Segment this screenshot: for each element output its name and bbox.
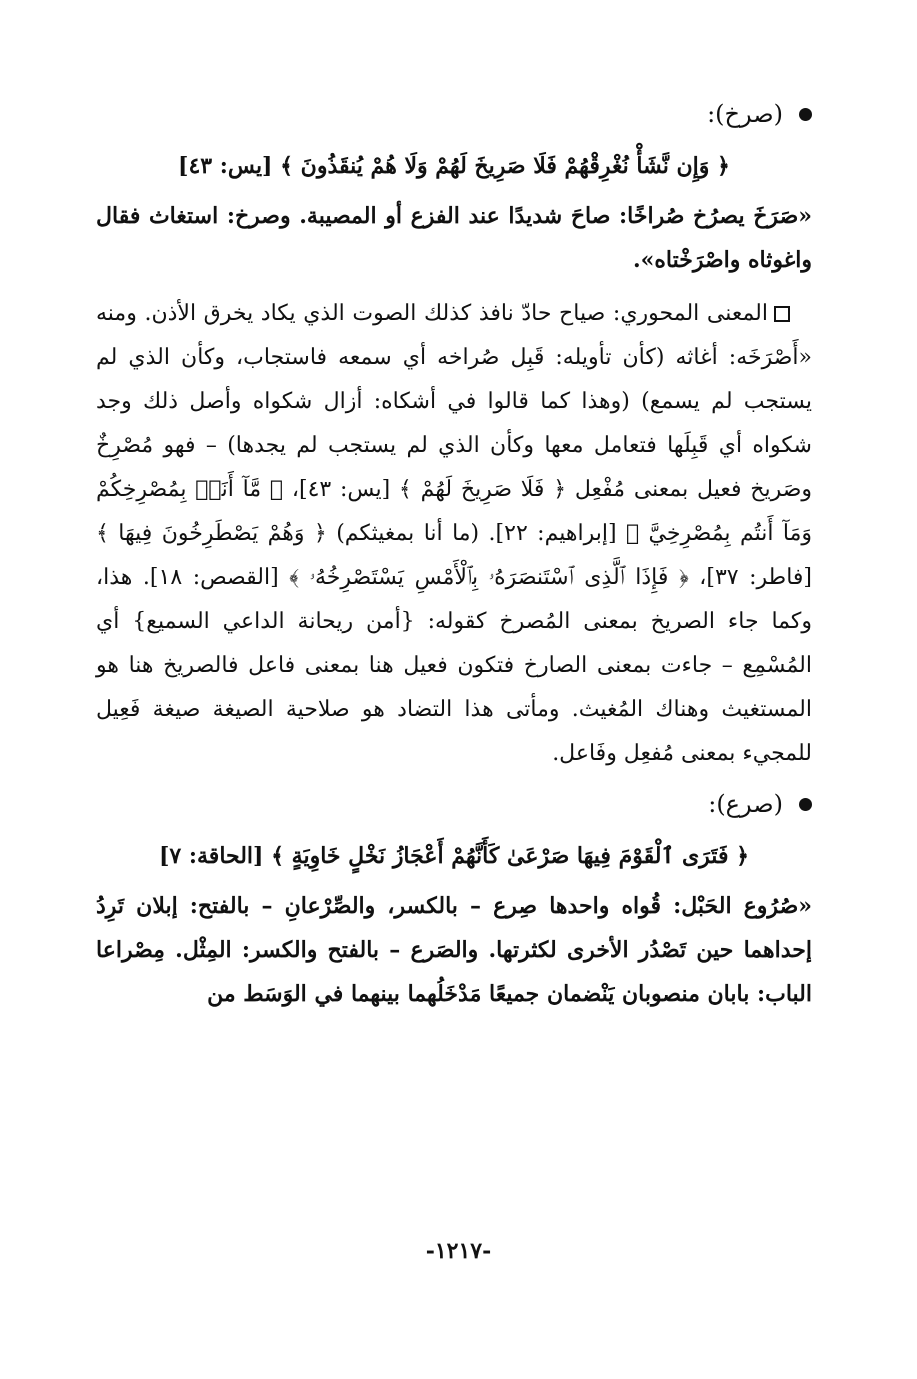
core-meaning-paragraph	[96, 292, 812, 776]
section-heading-text: (صرخ):	[707, 100, 783, 128]
section-heading-sarakha	[96, 92, 812, 136]
page-number: -١٢١٧-	[425, 1238, 492, 1264]
square-marker-icon	[774, 306, 790, 322]
page-body	[96, 92, 812, 1026]
core-meaning-text: صياح حادّ نافذ كذلك الصوت الذي يكاد يخرق الأذن. ومنه «أَصْرَخَه: أغاثه (كأن تأويله: قَبِل صُراخه أي سمعه فاستجاب، وكأن الذي لم يستجب لم يسمع) (وهذا كما قالوا في أشكاه: أزال شكواه وأصل ذلك وجد شكواه أي قَبِلَها فتعامل معها وكأن الذي لم يستجب لم يجدها) – فهو مُصْرِخٌ وصَريخ فعيل بمعنى مُفْعِل ﴿ فَلَا صَرِيخَ لَهُمْ ﴾ [يس: ٤٣]، ﴿ مَّآ أَنَا۠ بِمُصْرِخِكُمْ وَمَآ أَنتُم بِمُصْرِخِيَّ ﴾ [إبراهيم: ٢٢]. (ما أنا بمغيثكم) ﴿ وَهُمْ يَصْطَرِخُونَ فِيهَا ﴾ [فاطر: ٣٧]، ﴿ فَإِذَا ٱلَّذِى ٱسْتَنصَرَهُۥ بِٱلْأَمْسِ يَسْتَصْرِخُهُۥ ﴾ [القصص: ١٨]. هذا، وكما جاء الصريخ بمعنى المُصرخ كقوله: {أمن ريحانة الداعي السميع} أي المُسْمِع – جاءت بمعنى الصارخ فتكون فعيل هنا بمعنى فاعل فالصريخ هنا هو المستغيث وهناك المُغيث. ومأتى هذا التضاد هو صلاحية الصيغة صيغة فَعِيل للمجيء بمعنى مُفعِل وفَاعل.	[96, 301, 813, 766]
section-heading-saraa	[96, 782, 812, 826]
core-meaning-label: المعنى المحوري:	[612, 301, 768, 326]
definition-paragraph: «صُرُوع الحَبْل: قُواه واحدها صِرع – بالكسر، والصِّرْعانِ – بالفتح: إبلان تَرِدُ إحداهما حين تَصْدُر الأخرى لكثرتها. والصَرع – بالفتح والكسر: المِثْل. مِصْراعا الباب: بابان منصوبان يَنْضمان جميعًا مَدْخَلُهما بينهما في الوَسَط من	[96, 893, 812, 1007]
bullet-icon	[799, 108, 812, 121]
quran-verse: ﴿ فَتَرَى ٱلْقَوْمَ فِيهَا صَرْعَىٰ كَأَنَّهُمْ أَعْجَازُ نَخْلٍ خَاوِيَةٍ ﴾ [الحاقة: ٧]	[158, 843, 750, 869]
quran-verse: ﴿ وَإِن نَّشَأْ نُغْرِقْهُمْ فَلَا صَرِيخَ لَهُمْ وَلَا هُمْ يُنقَذُونَ ﴾ [يس: ٤٣]	[178, 153, 730, 179]
definition-paragraph: «صَرَخَ يصرُخ صُراخًا: صاحَ شديدًا عند الفزع أو المصيبة. وصرخ: استغاث فقال واغوثاه واصْرَخْتاه».	[96, 203, 812, 273]
section-heading-text: (صرع):	[708, 790, 783, 818]
bullet-icon	[799, 798, 812, 811]
